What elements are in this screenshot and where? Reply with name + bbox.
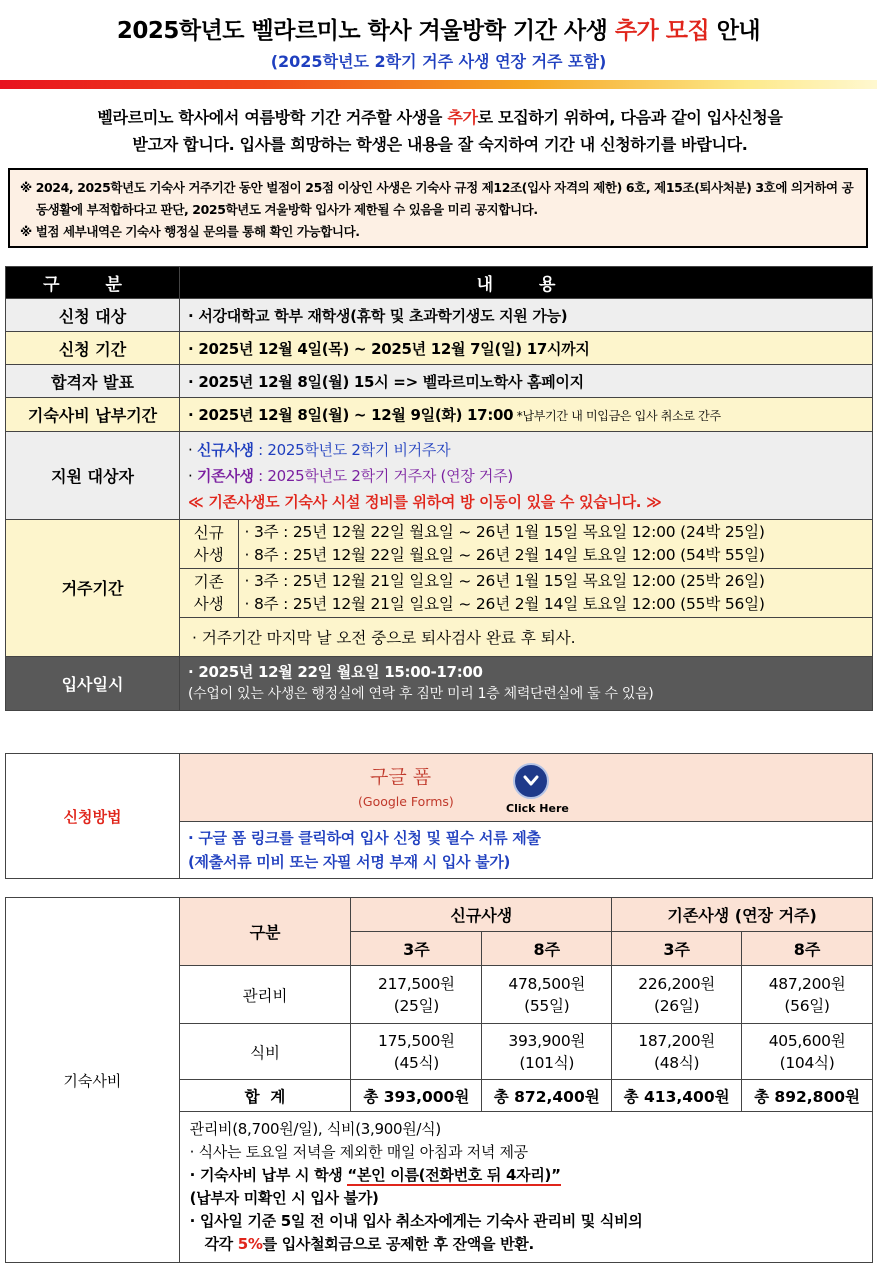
chevron-down-icon[interactable]: [513, 763, 549, 799]
food-new-3w: 175,500원 (45식): [351, 1024, 482, 1080]
fee-col-new: 신규사생: [351, 898, 612, 932]
food-old-3w: 187,200원 (48식): [612, 1024, 742, 1080]
stay-new-3w: · 3주 : 25년 12월 22일 월요일 ~ 26년 1월 15일 목요일 12:00 (24박 25일): [244, 523, 765, 541]
google-form-en: (Google Forms): [358, 794, 454, 809]
cancel-percent: 5%: [237, 1235, 263, 1253]
mgmt-new-3w: 217,500원 (25일): [351, 966, 482, 1024]
intro-line1-a: 벨라르미노 학사에서 여름방학 기간 거주할 사생을: [97, 108, 448, 127]
fee-period-label: 기숙사비 납부기간: [6, 398, 180, 432]
intro-text: [20, 104, 860, 158]
title-highlight: 추가 모집: [614, 18, 710, 44]
intro-line2: 받고자 합니다. 입사를 희망하는 학생은 내용을 잘 숙지하여 기간 내 신청하기를 바랍니다.: [132, 135, 748, 154]
fee-table-label: 기숙사비: [6, 898, 180, 1263]
foot-cancel: · 입사일 기준 5일 전 이내 입사 취소자에게는 기숙사 관리비 및 식비의: [189, 1212, 643, 1230]
movein-value: [180, 656, 873, 710]
apply-label: 신청방법: [6, 754, 180, 879]
applicant-value: · 신규사생 : 2025학년도 2학기 비거주자 · 기존사생 : 2025학년도 2학기 거주자 (연장 거주) ≪ 기존사생도 기숙사 시설 정비를 위하여 방 이동이 있을 수 있습니다. ≫: [180, 432, 873, 520]
movein-note: (수업이 있는 사생은 행정실에 연락 후 짐만 미리 1층 체력단련실에 둘 수 있음): [188, 686, 654, 702]
applicant-label: 지원 대상자: [6, 432, 180, 520]
fee-col-old-8w: 8주: [742, 932, 873, 966]
stay-old-key: 기존 사생: [180, 569, 238, 618]
stay-old-3w: · 3주 : 25년 12월 21일 일요일 ~ 26년 1월 15일 목요일 12:00 (25박 26일): [244, 572, 765, 590]
apply-description: [180, 822, 873, 879]
google-form-label[interactable]: 구글 폼: [370, 766, 432, 788]
mgmt-new-8w: 478,500원 (55일): [482, 966, 612, 1024]
stay-new-8w: · 8주 : 25년 12월 22일 월요일 ~ 26년 2월 14일 토요일 12:00 (54박 55일): [244, 546, 765, 564]
google-form-link[interactable]: [180, 754, 873, 822]
stay-old-values: [238, 569, 872, 618]
target-label: 신청 대상: [6, 299, 180, 332]
food-new-8w: 393,900원 (101식): [482, 1024, 612, 1080]
result-label: 합격자 발표: [6, 365, 180, 398]
movein-date: · 2025년 12월 22일 월요일 15:00-17:00: [188, 663, 483, 681]
applicant-old-value: : 2025학년도 2학기 거주자 (연장 거주): [253, 466, 513, 485]
row-food-label: 식비: [179, 1024, 351, 1080]
fee-col-old: 기존사생 (연장 거주): [612, 898, 873, 932]
fee-period-note: *납부기간 내 미입금은 입사 취소로 간주: [513, 409, 721, 423]
gradient-divider: [0, 80, 877, 89]
mgmt-old-8w: 487,200원 (56일): [742, 966, 873, 1024]
notice-item-2: ※ 벌점 세부내역은 기숙사 행정실 문의를 통해 확인 가능합니다.: [20, 224, 360, 239]
title-prefix: 2025학년도 벨라르미노 학사 겨울방학 기간 사생: [116, 18, 615, 44]
info-table: [5, 266, 873, 711]
fee-col-new-3w: 3주: [351, 932, 482, 966]
head-content: 내 용: [180, 267, 873, 299]
foot-payment-note: (납부자 미확인 시 입사 불가): [189, 1189, 379, 1207]
fee-period-text: · 2025년 12월 8일(월) ~ 12월 9일(화) 17:00: [188, 406, 514, 424]
row-mgmt-label: 관리비: [179, 966, 351, 1024]
applicant-old-key: 기존사생: [196, 466, 254, 485]
head-label: 구 분: [6, 267, 180, 299]
notice-box: [8, 168, 868, 248]
fee-period-value: [180, 398, 873, 432]
foot-payment: · 기숙사비 납부 시 학생 “본인 이름(전화번호 뒤 4자리)”: [189, 1166, 561, 1184]
fee-col-new-8w: 8주: [482, 932, 612, 966]
stay-note: · 거주기간 마지막 날 오전 중으로 퇴사검사 완료 후 퇴사.: [192, 628, 576, 647]
fee-col-group: 구분: [179, 898, 351, 966]
total-old-8w: 총 892,800원: [742, 1080, 873, 1112]
applicant-new-key: 신규사생: [196, 440, 254, 459]
page-subtitle: (2025학년도 2학기 거주 사생 연장 거주 포함): [270, 52, 607, 71]
applicant-warning: ≪ 기존사생도 기숙사 시설 정비를 위하여 방 이동이 있을 수 있습니다. ≫: [188, 492, 662, 511]
total-new-3w: 총 393,000원: [351, 1080, 482, 1112]
fee-col-old-3w: 3주: [612, 932, 742, 966]
apply-desc-1: · 구글 폼 링크를 클릭하여 입사 신청 및 필수 서류 제출: [188, 829, 541, 847]
intro-highlight: 추가: [447, 108, 478, 127]
target-value: · 서강대학교 학부 재학생(휴학 및 초과학기생도 지원 가능): [180, 299, 873, 332]
foot-cancel-2: 각각 5%를 입사철회금으로 공제한 후 잔액을 반환.: [189, 1235, 534, 1253]
stay-new-key: 신규 사생: [180, 520, 238, 569]
period-label: 신청 기간: [6, 332, 180, 365]
stay-old-8w: · 8주 : 25년 12월 21일 일요일 ~ 26년 2월 14일 토요일 12:00 (55박 56일): [244, 595, 765, 613]
apply-desc-2: (제출서류 미비 또는 자필 서명 부재 시 입사 불가): [188, 853, 511, 871]
page-title: [0, 12, 877, 45]
movein-label: 입사일시: [6, 656, 180, 710]
stay-new-values: [238, 520, 872, 569]
stay-label: 거주기간: [6, 520, 180, 657]
fee-table: [5, 897, 873, 1263]
row-total-label: 합 계: [179, 1080, 351, 1112]
intro-line1-b: 로 모집하기 위하여, 다음과 같이 입사신청을: [477, 108, 783, 127]
click-here-button[interactable]: Click Here: [506, 802, 569, 815]
total-new-8w: 총 872,400원: [482, 1080, 612, 1112]
notice-item-1: ※ 2024, 2025학년도 기숙사 거주기간 동안 벌점이 25점 이상인 사생은 기숙사 규정 제12조(입사 자격의 제한) 6호, 제15조(퇴사처분) 3호에 의거하여 공동생활에 부적합하다고 판단, 2025학년도 겨울방학 입사가 제한될 수 있음을 미리 공지합니다.: [20, 180, 854, 217]
apply-table: [5, 753, 873, 879]
stay-subtable: [180, 520, 872, 656]
stay-value: [180, 520, 873, 657]
result-value: · 2025년 12월 8일(월) 15시 => 벨라르미노학사 홈페이지: [180, 365, 873, 398]
food-old-8w: 405,600원 (104식): [742, 1024, 873, 1080]
foot-rates: 관리비(8,700원/일), 식비(3,900원/식): [189, 1120, 441, 1138]
payer-name-format: “본인 이름(전화번호 뒤 4자리)”: [347, 1166, 561, 1184]
fee-footnotes: [179, 1112, 872, 1263]
period-value: · 2025년 12월 4일(목) ~ 2025년 12월 7일(일) 17시까지: [180, 332, 873, 365]
title-suffix: 안내: [709, 18, 761, 44]
total-old-3w: 총 413,400원: [612, 1080, 742, 1112]
foot-meals: · 식사는 토요일 저녁을 제외한 매일 아침과 저녁 제공: [189, 1143, 528, 1161]
applicant-new-value: : 2025학년도 2학기 비거주자: [253, 440, 451, 459]
mgmt-old-3w: 226,200원 (26일): [612, 966, 742, 1024]
